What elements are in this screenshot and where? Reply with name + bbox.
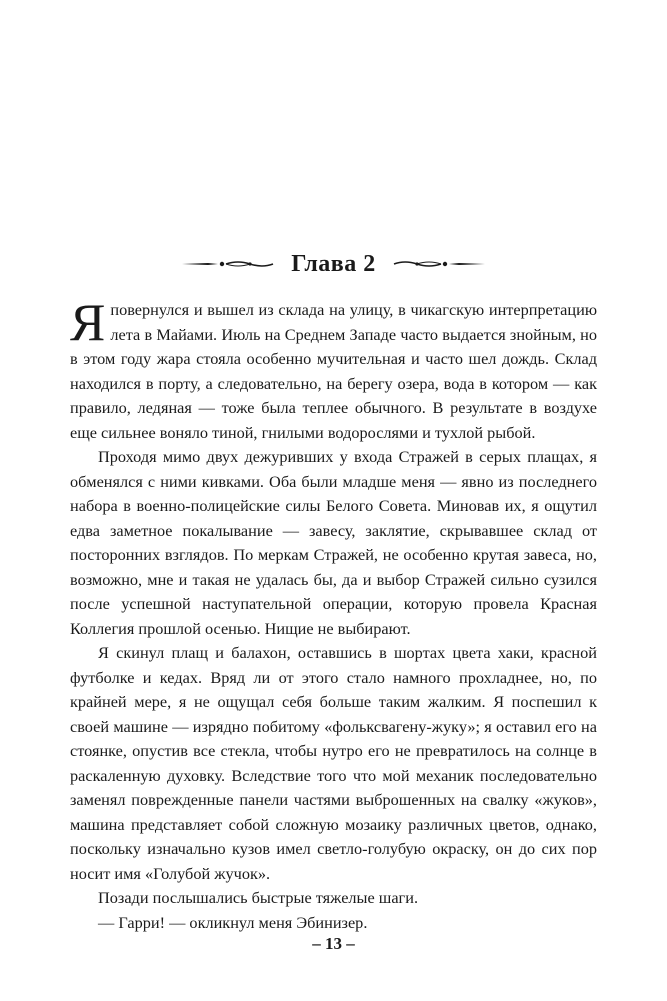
paragraph-4: Позади послышались быстрые тяжелые шаги.: [98, 888, 419, 907]
paragraph-1-text: повернулся и вышел из склада на улицу, в чикагскую интерпретацию лета в Майами. Июль на Среднем Западе часто выдается знойным, но в этом году жара стояла особенно мучительная и часто шел дождь. Склад находился в порту, а следовательно, на берегу озера, вода в котором — как правило, ледяная — тоже была теплее обычного. В результате в воздухе еще сильнее воняло тиной, гнилыми водорослями и тухлой рыбой.: [70, 300, 597, 442]
paragraph-5: — Гарри! — окликнул меня Эбинизер.: [98, 912, 368, 932]
chapter-text: [70, 294, 597, 935]
paragraph-1: [70, 294, 597, 445]
chapter-heading: [0, 244, 667, 284]
right-ornament-icon: [392, 251, 487, 277]
paragraph-3: Я скинул плащ и балахон, оставшись в шортах цвета хаки, красной футболке и кедах. Вряд ли от этого стало намного прохладнее, но, по крайней мере, я не ощущал себя больше таким жалким. Я поспешил к своей машине — изрядно побитому «фольксвагену-жуку»; я оставил его на стоянке, опустив все стекла, чтобы нутро его не превратилось на солнце в раскаленную духовку. Вследствие того что мой механик последовательно заменял поврежденные панели частями выброшенных на свалку «жуков», машина представляет собой сложную мозаику различных цветов, однако, поскольку изначально кузов имел светло-голубую окраску, он до сих пор носит имя «Голубой жучок».: [70, 643, 597, 883]
chapter-title: Глава 2: [291, 250, 376, 277]
drop-cap: Я: [70, 294, 106, 352]
paragraph-2: Проходя мимо двух дежуривших у входа Стражей в серых плащах, я обменялся с ними кивками. Оба были младше меня — явно из последнего набора в военно-полицейские силы Белого Совета. Миновав их, я ощутил едва заметное покалывание — завесу, заклятие, скрывавшее склад от посторонних взглядов. По меркам Стражей, не особенно крутая завеса, но, возможно, мне и такая не удалась бы, да и выбор Стражей сильно сузился после успешной наступательной операции, которую провела Красная Коллегия прошлой осенью. Нищие не выбирают.: [70, 447, 597, 638]
page-number: – 13 –: [312, 934, 355, 953]
left-ornament-icon: [180, 251, 275, 277]
